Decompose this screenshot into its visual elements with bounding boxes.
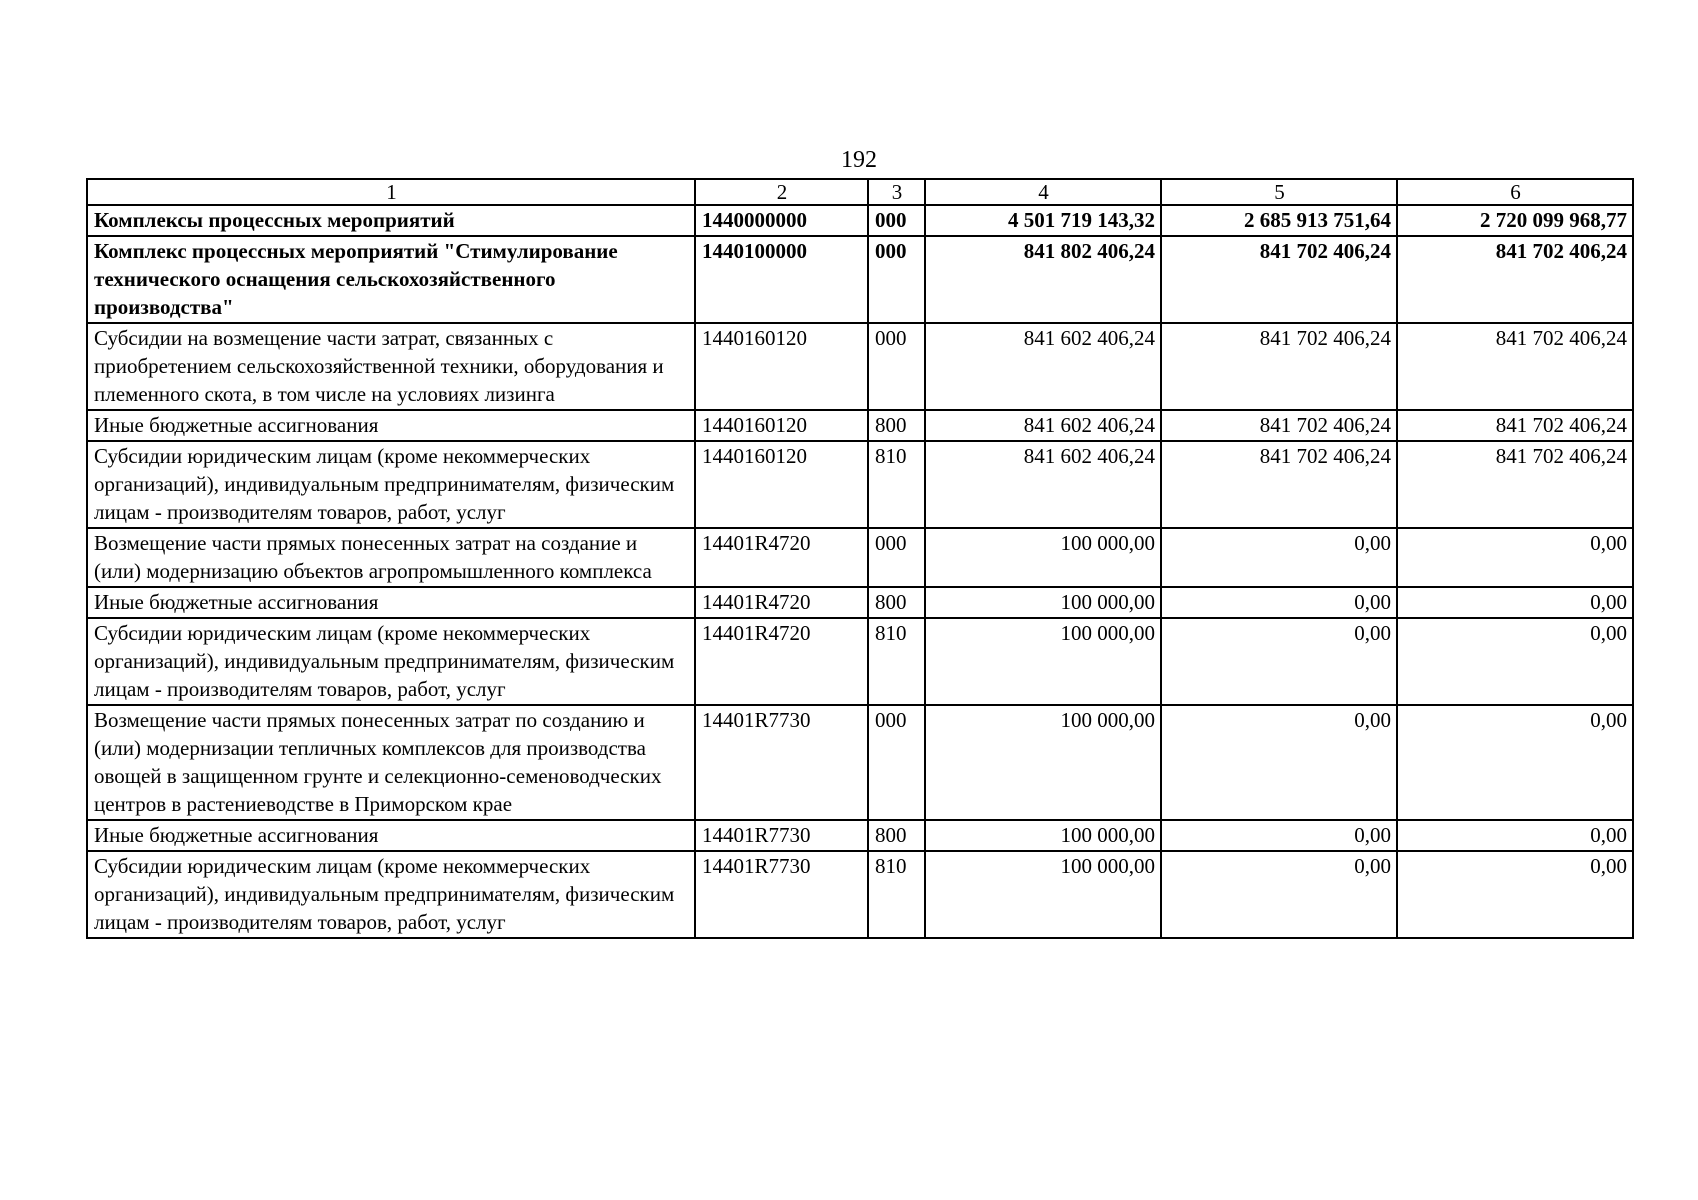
row-name-cell: Комплекс процессных мероприятий "Стимулирование технического оснащения сельскохозяйственного производства" xyxy=(87,236,695,323)
row-value-col5: 0,00 xyxy=(1161,705,1397,820)
table-row xyxy=(87,205,1633,236)
row-type-cell: 000 xyxy=(868,323,925,410)
row-code-cell: 14401R4720 xyxy=(695,528,868,587)
row-value-col4: 100 000,00 xyxy=(925,618,1161,705)
row-code-cell: 1440100000 xyxy=(695,236,868,323)
header-cell-2: 2 xyxy=(695,179,868,205)
row-value-col4: 100 000,00 xyxy=(925,705,1161,820)
row-value-col4: 100 000,00 xyxy=(925,587,1161,618)
row-type-cell: 810 xyxy=(868,851,925,938)
row-name-cell: Возмещение части прямых понесенных затрат на создание и (или) модернизацию объектов агропромышленного комплекса xyxy=(87,528,695,587)
row-type-cell: 000 xyxy=(868,205,925,236)
row-type-cell: 000 xyxy=(868,236,925,323)
table-row xyxy=(87,410,1633,441)
row-value-col4: 841 602 406,24 xyxy=(925,323,1161,410)
table-body xyxy=(87,179,1633,938)
header-cell-5: 5 xyxy=(1161,179,1397,205)
row-code-cell: 14401R7730 xyxy=(695,820,868,851)
table-row xyxy=(87,236,1633,323)
row-value-col5: 841 702 406,24 xyxy=(1161,323,1397,410)
table-row xyxy=(87,618,1633,705)
table-row xyxy=(87,820,1633,851)
row-value-col5: 2 685 913 751,64 xyxy=(1161,205,1397,236)
row-value-col4: 841 602 406,24 xyxy=(925,410,1161,441)
header-cell-4: 4 xyxy=(925,179,1161,205)
row-value-col5: 841 702 406,24 xyxy=(1161,410,1397,441)
budget-table xyxy=(86,178,1634,939)
row-value-col4: 841 802 406,24 xyxy=(925,236,1161,323)
row-name-cell: Субсидии юридическим лицам (кроме некоммерческих организаций), индивидуальным предпринимателям, физическим лицам - производителям товаров, работ, услуг xyxy=(87,618,695,705)
row-name-cell: Субсидии на возмещение части затрат, связанных с приобретением сельскохозяйственной техники, оборудования и племенного скота, в том числе на условиях лизинга xyxy=(87,323,695,410)
header-row xyxy=(87,179,1633,205)
row-code-cell: 14401R4720 xyxy=(695,587,868,618)
row-value-col4: 100 000,00 xyxy=(925,820,1161,851)
row-type-cell: 800 xyxy=(868,587,925,618)
row-value-col5: 0,00 xyxy=(1161,618,1397,705)
header-cell-6: 6 xyxy=(1397,179,1633,205)
row-name-cell: Иные бюджетные ассигнования xyxy=(87,587,695,618)
row-type-cell: 000 xyxy=(868,528,925,587)
table-row xyxy=(87,705,1633,820)
row-value-col6: 841 702 406,24 xyxy=(1397,323,1633,410)
row-name-cell: Субсидии юридическим лицам (кроме некоммерческих организаций), индивидуальным предпринимателям, физическим лицам - производителям товаров, работ, услуг xyxy=(87,851,695,938)
row-value-col6: 0,00 xyxy=(1397,528,1633,587)
table-row xyxy=(87,851,1633,938)
row-code-cell: 14401R4720 xyxy=(695,618,868,705)
row-value-col6: 0,00 xyxy=(1397,820,1633,851)
row-code-cell: 1440160120 xyxy=(695,410,868,441)
row-value-col6: 0,00 xyxy=(1397,705,1633,820)
row-type-cell: 810 xyxy=(868,441,925,528)
row-code-cell: 1440160120 xyxy=(695,323,868,410)
page-number: 192 xyxy=(841,147,877,173)
row-value-col6: 841 702 406,24 xyxy=(1397,236,1633,323)
header-cell-3: 3 xyxy=(868,179,925,205)
row-type-cell: 810 xyxy=(868,618,925,705)
row-value-col6: 841 702 406,24 xyxy=(1397,441,1633,528)
row-value-col5: 0,00 xyxy=(1161,587,1397,618)
row-name-cell: Субсидии юридическим лицам (кроме некоммерческих организаций), индивидуальным предпринимателям, физическим лицам - производителям товаров, работ, услуг xyxy=(87,441,695,528)
row-value-col6: 2 720 099 968,77 xyxy=(1397,205,1633,236)
header-cell-1: 1 xyxy=(87,179,695,205)
row-name-cell: Иные бюджетные ассигнования xyxy=(87,410,695,441)
row-value-col4: 100 000,00 xyxy=(925,851,1161,938)
row-value-col6: 841 702 406,24 xyxy=(1397,410,1633,441)
row-value-col5: 841 702 406,24 xyxy=(1161,441,1397,528)
table-row xyxy=(87,441,1633,528)
row-value-col4: 4 501 719 143,32 xyxy=(925,205,1161,236)
row-name-cell: Иные бюджетные ассигнования xyxy=(87,820,695,851)
table-row xyxy=(87,587,1633,618)
row-value-col5: 0,00 xyxy=(1161,851,1397,938)
row-value-col6: 0,00 xyxy=(1397,851,1633,938)
row-name-cell: Комплексы процессных мероприятий xyxy=(87,205,695,236)
row-value-col6: 0,00 xyxy=(1397,587,1633,618)
row-value-col4: 841 602 406,24 xyxy=(925,441,1161,528)
row-code-cell: 1440000000 xyxy=(695,205,868,236)
row-value-col5: 0,00 xyxy=(1161,820,1397,851)
row-name-cell: Возмещение части прямых понесенных затрат по созданию и (или) модернизации тепличных комплексов для производства овощей в защищенном грунте и селекционно-семеноводческих центров в растениеводстве в Приморском крае xyxy=(87,705,695,820)
row-code-cell: 14401R7730 xyxy=(695,851,868,938)
row-value-col5: 841 702 406,24 xyxy=(1161,236,1397,323)
row-type-cell: 800 xyxy=(868,410,925,441)
row-value-col6: 0,00 xyxy=(1397,618,1633,705)
row-value-col4: 100 000,00 xyxy=(925,528,1161,587)
row-type-cell: 000 xyxy=(868,705,925,820)
table-row xyxy=(87,528,1633,587)
row-code-cell: 14401R7730 xyxy=(695,705,868,820)
row-code-cell: 1440160120 xyxy=(695,441,868,528)
row-value-col5: 0,00 xyxy=(1161,528,1397,587)
row-type-cell: 800 xyxy=(868,820,925,851)
table-row xyxy=(87,323,1633,410)
